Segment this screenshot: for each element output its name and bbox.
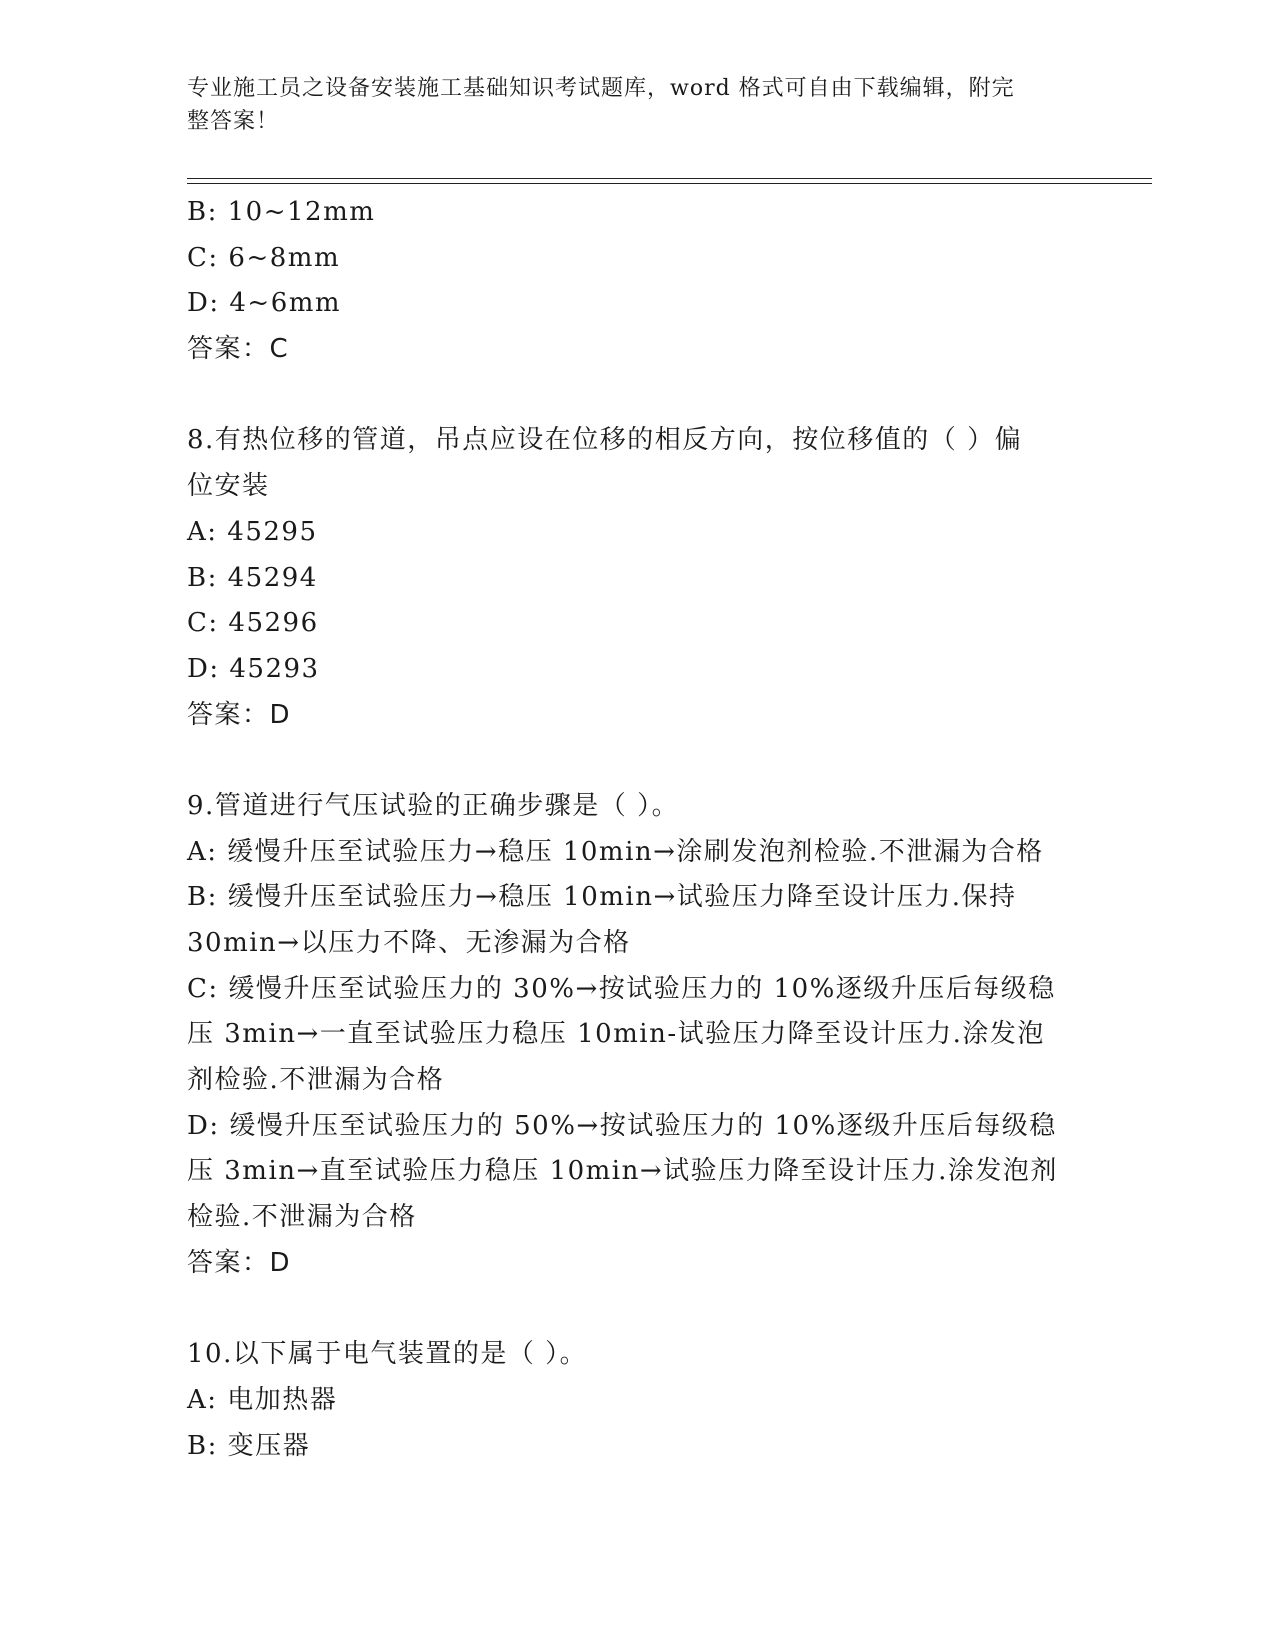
header-divider-top bbox=[187, 178, 1152, 179]
q9-option-b-line-2: 30min→以压力不降、无渗漏为合格 bbox=[187, 928, 631, 958]
prev-question-option-b: B: 10~12mm bbox=[187, 197, 376, 227]
question-gap bbox=[187, 1287, 1087, 1333]
q8-answer: 答案：D bbox=[187, 699, 292, 730]
q10-option-b: B: 变压器 bbox=[187, 1430, 311, 1461]
q10-option-a: A: 电加热器 bbox=[187, 1384, 338, 1415]
q10-stem: 10.以下属于电气装置的是（ ）。 bbox=[187, 1339, 588, 1370]
q8-stem-line-2: 位安装 bbox=[187, 471, 270, 502]
prev-question-option-c: C: 6~8mm bbox=[187, 242, 341, 273]
header-title-line-2: 整答案！ bbox=[187, 109, 280, 134]
q9-option-a: A: 缓慢升压至试验压力→稳压 10min→涂刷发泡剂检验.不泄漏为合格 bbox=[187, 836, 1044, 867]
q9-stem: 9.管道进行气压试验的正确步骤是（ ）。 bbox=[187, 790, 680, 821]
q9-answer: 答案：D bbox=[187, 1247, 292, 1278]
header-title-line-1: 专业施工员之设备安装施工基础知识考试题库，word 格式可自由下载编辑，附完 bbox=[187, 76, 1015, 101]
q8-stem-line-1: 8.有热位移的管道，吊点应设在位移的相反方向，按位移值的（ ）偏 bbox=[187, 425, 1023, 456]
header-divider-bottom bbox=[187, 183, 1152, 184]
prev-question-answer: 答案：C bbox=[187, 334, 290, 365]
q9-option-d-line-3: 检验.不泄漏为合格 bbox=[187, 1202, 417, 1233]
question-gap bbox=[187, 738, 1087, 784]
q9-option-d-line-2: 压 3min→直至试验压力稳压 10min→试验压力降至设计压力.涂发泡剂 bbox=[187, 1156, 1058, 1187]
question-gap bbox=[187, 373, 1087, 419]
q8-option-a: A: 45295 bbox=[187, 516, 318, 547]
page-header bbox=[187, 72, 1067, 138]
q8-option-d: D: 45293 bbox=[187, 653, 320, 684]
q8-option-b: B: 45294 bbox=[187, 562, 318, 593]
prev-question-option-d: D: 4~6mm bbox=[187, 288, 342, 319]
question-content bbox=[187, 190, 1087, 1469]
q9-option-b-line-1: B: 缓慢升压至试验压力→稳压 10min→试验压力降至设计压力.保持 bbox=[187, 882, 1017, 913]
q8-option-c: C: 45296 bbox=[187, 608, 319, 639]
q9-option-c-line-2: 压 3min→一直至试验压力稳压 10min-试验压力降至设计压力.涂发泡 bbox=[187, 1019, 1045, 1050]
q9-option-c-line-3: 剂检验.不泄漏为合格 bbox=[187, 1065, 445, 1096]
q9-option-c-line-1: C: 缓慢升压至试验压力的 30%→按试验压力的 10%逐级升压后每级稳 bbox=[187, 973, 1056, 1004]
q9-option-d-line-1: D: 缓慢升压至试验压力的 50%→按试验压力的 10%逐级升压后每级稳 bbox=[187, 1110, 1057, 1141]
